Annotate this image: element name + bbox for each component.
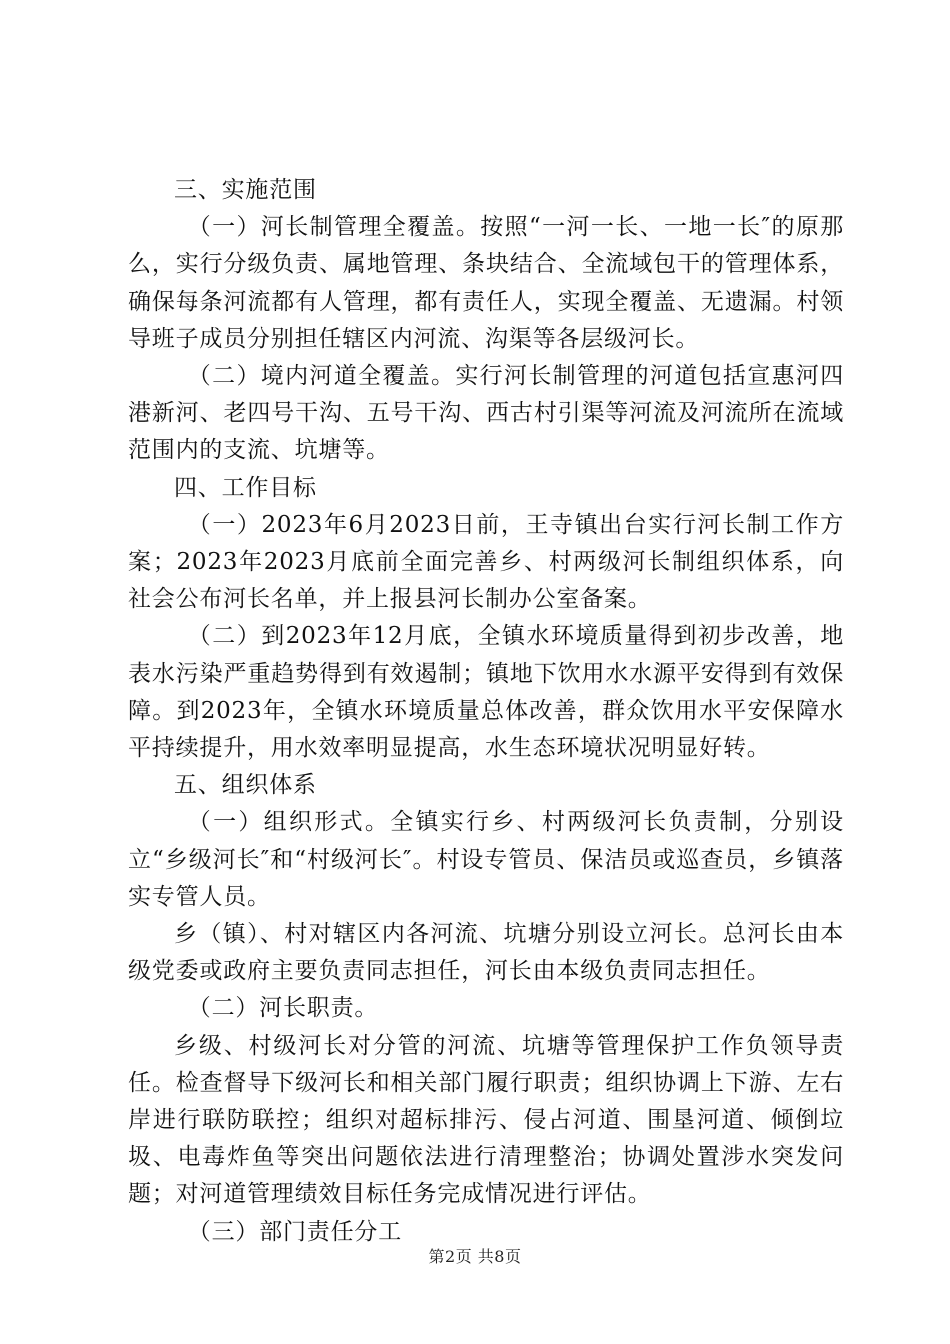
paragraph-organization-form: （一）组织形式。全镇实行乡、村两级河长负责制，分别设立“乡级河长″和“村级河长″。村设专管员、保洁员或巡查员，乡镇落实专管人员。	[128, 809, 844, 910]
section-heading-organization: 五、组织体系	[174, 772, 317, 799]
paragraph-goal-one: （一）2023年6月2023日前，王寺镇出台实行河长制工作方案；2023年2023月底前全面完善乡、村两级河长制组织体系，向社会公布河长名单，并上报县河长制办公室备案。	[128, 511, 844, 613]
paragraph-river-chief-duties: 乡级、村级河长对分管的河流、坑塘等管理保护工作负领导责任。检查督导下级河长和相关部门履行职责；组织协调上下游、左右岸进行联防联控；组织对超标排污、侵占河道、围垦河道、倾倒垃圾、电毒炸鱼等突出问题依法进行清理整治；协调处置涉水突发问题；对河道管理绩效目标任务完成情况进行评估。	[128, 1032, 844, 1208]
paragraph-goal-two: （二）到2023年12月底，全镇水环境质量得到初步改善，地表水污染严重趋势得到有效遏制；镇地下饮用水水源平安得到有效保障。到2023年，全镇水环境质量总体改善，群众饮用水平安保障水平持续提升，用水效率明显提高，水生态环境状况明显好转。	[128, 623, 844, 762]
paragraph-river-coverage: （二）境内河道全覆盖。实行河长制管理的河道包括宣惠河四港新河、老四号干沟、五号干沟、西古村引渠等河流及河流所在流域范围内的支流、坑塘等。	[128, 363, 844, 464]
paragraph-river-chief-setup: 乡（镇）、村对辖区内各河流、坑塘分别设立河长。总河长由本级党委或政府主要负责同志担任，河长由本级负责同志担任。	[128, 921, 844, 985]
subheading-river-chief-duties: （二）河长职责。	[187, 995, 379, 1022]
section-heading-goals: 四、工作目标	[174, 474, 317, 501]
section-heading-scope: 三、实施范围	[174, 177, 317, 203]
subheading-department-responsibilities: （三）部门责任分工	[187, 1218, 402, 1245]
paragraph-full-coverage-management: （一）河长制管理全覆盖。按照“一河一长、一地一长″的原那么，实行分级负责、属地管理、条块结合、全流域包干的管理体系，确保每条河流都有人管理，都有责任人，实现全覆盖、无遗漏。村领导班子成员分别担任辖区内河流、沟渠等各层级河长。	[128, 214, 844, 352]
document-body	[128, 172, 844, 1251]
page-number-footer: 第2页 共8页	[428, 1247, 522, 1266]
